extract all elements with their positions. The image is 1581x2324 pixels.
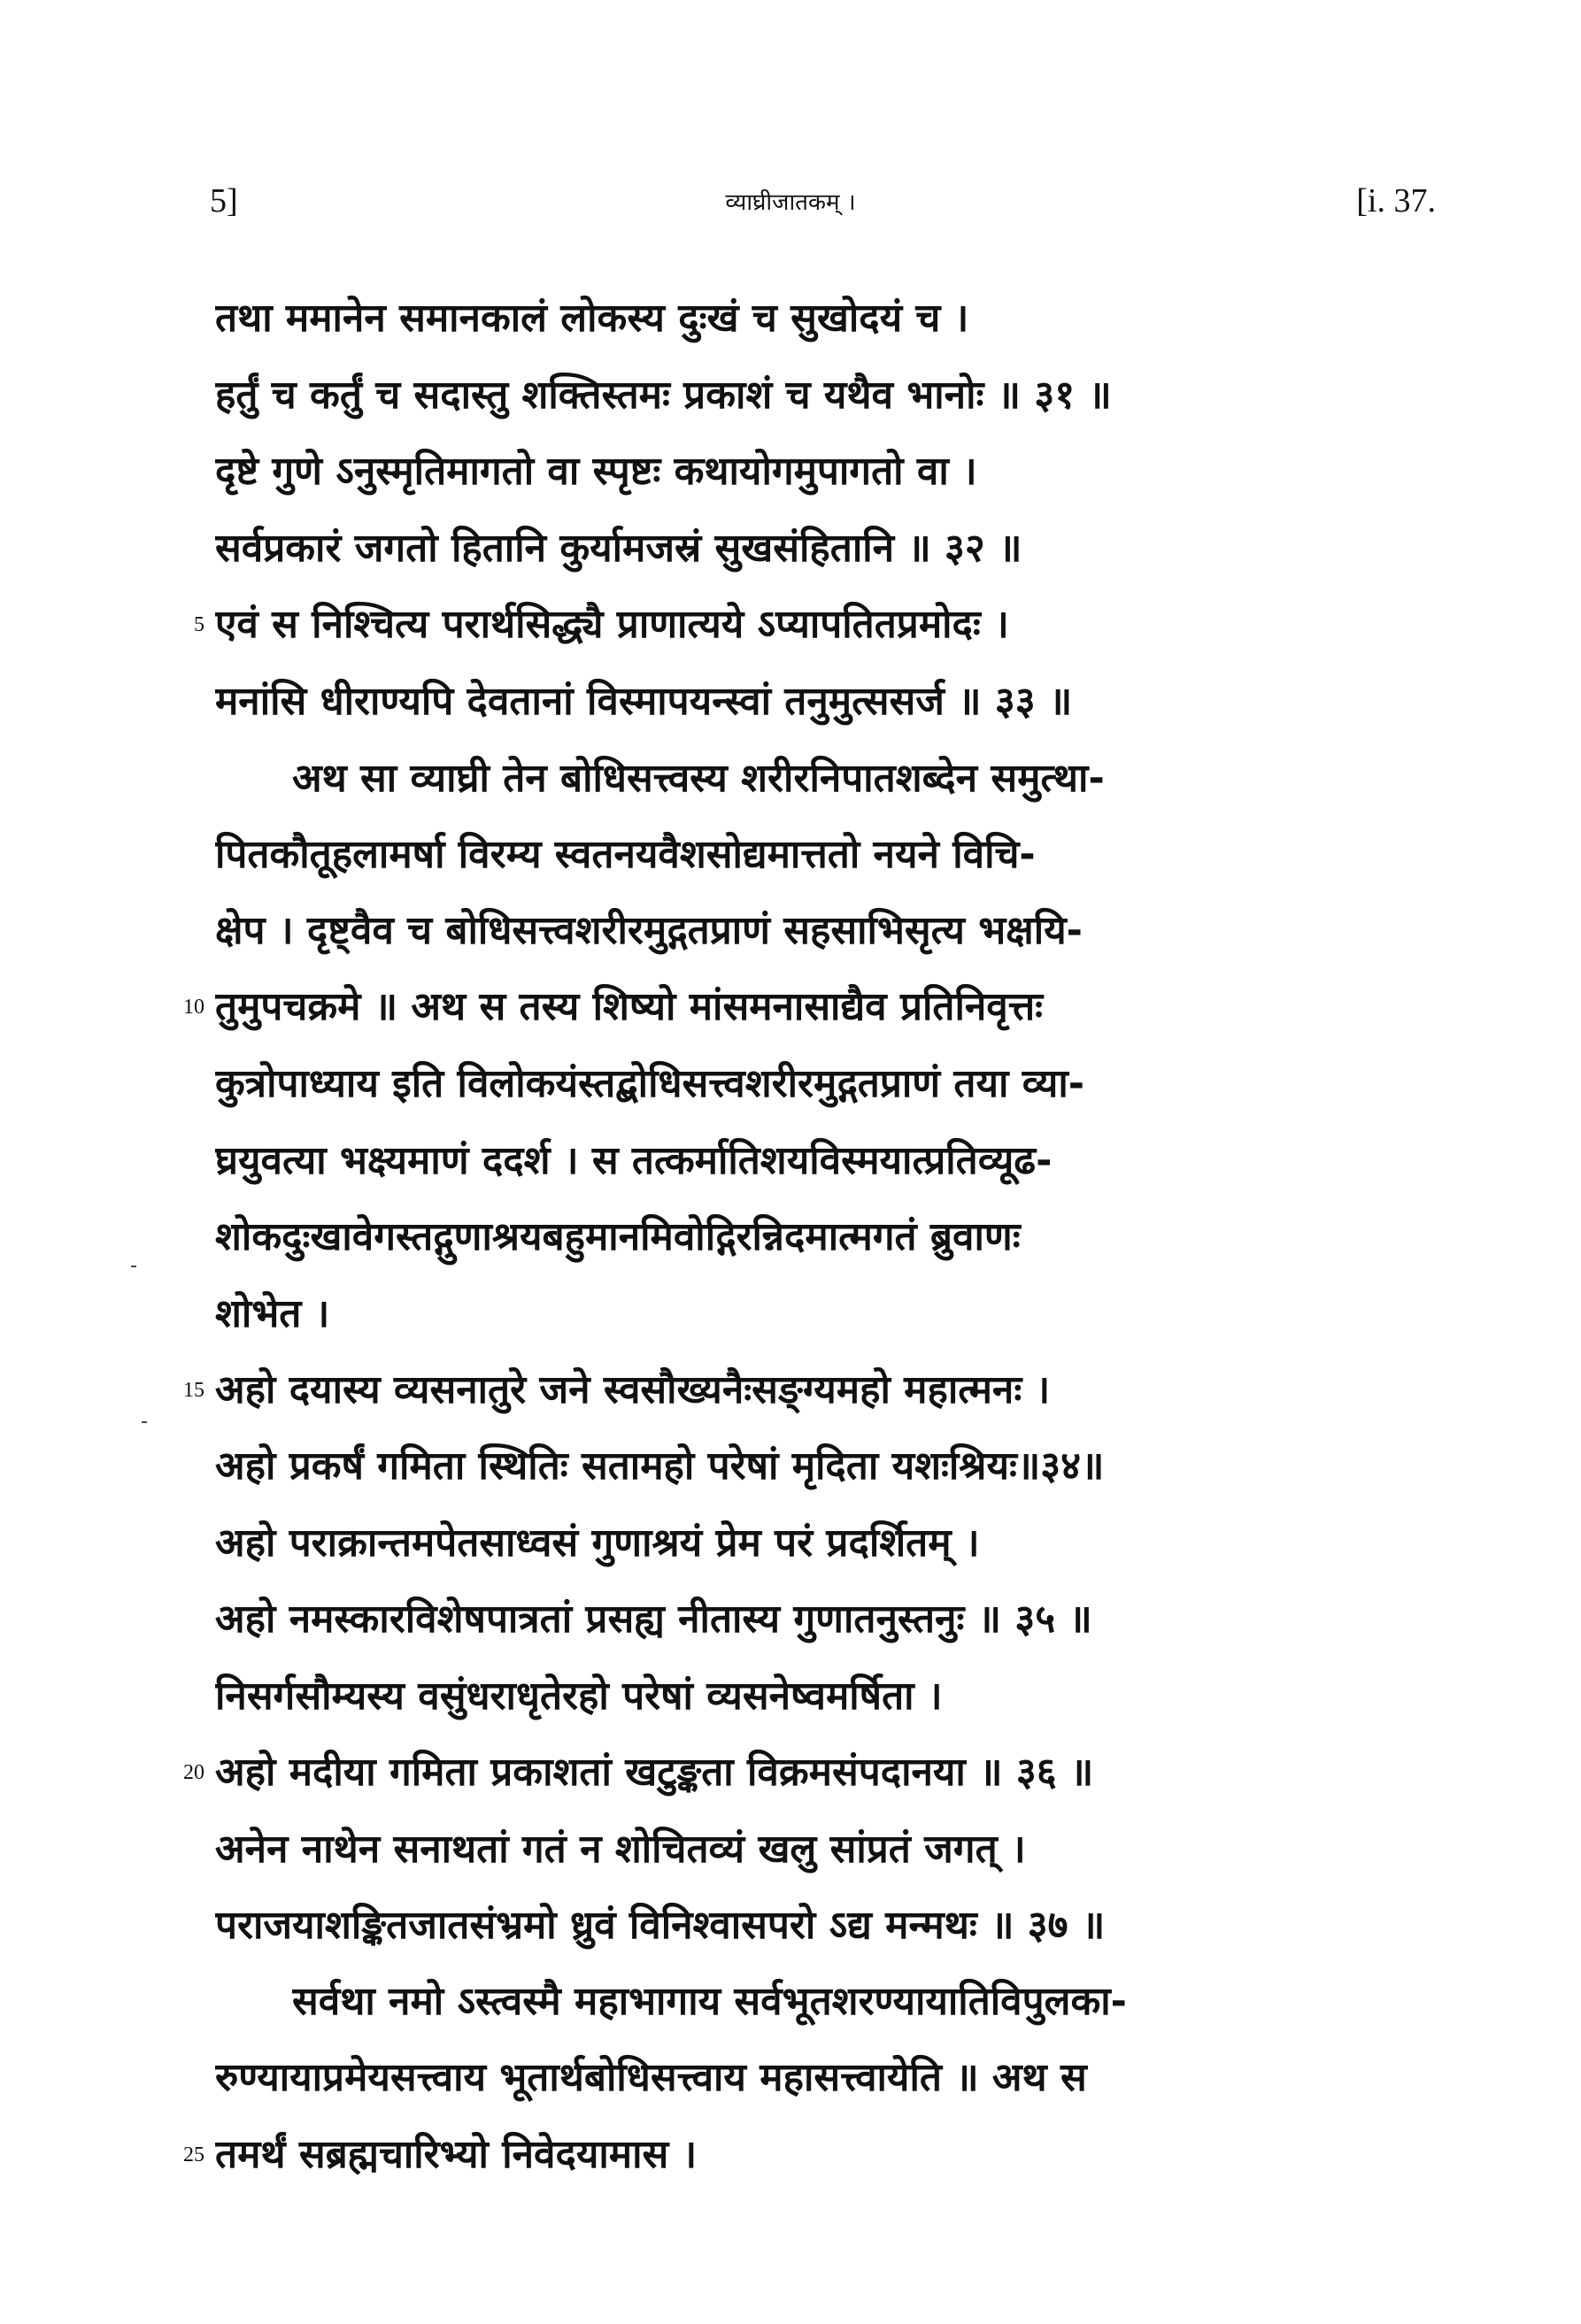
text-line: पराजयाशङ्कितजातसंभ्रमो ध्रुवं विनिश्वासपरो ऽद्य मन्मथः ॥ ३७ ॥ [215,1903,1106,1948]
text-line: मनांसि धीराण्यपि देवतानां विस्मापयन्स्वां तनुमुत्ससर्ज ॥ ३३ ॥ [215,679,1073,724]
text-line: तमर्थं सब्रह्मचारिभ्यो निवेदयामास । [215,2132,698,2177]
scan-speck [142,1421,147,1423]
text-line: घ्रयुवत्या भक्ष्यमाणं ददर्श । स तत्कर्मातिशयविस्मयात्प्रतिव्यूढ- [215,1138,1053,1183]
text-line: निसर्गसौम्यस्य वसुंधराधृतेरहो परेषां व्यसनेष्वमर्षिता । [215,1674,943,1719]
text-line: शोभेत । [215,1291,330,1336]
text-line: अहो दयास्य व्यसनातुरे जने स्वसौख्यनैःसङ्ग्यमहो महात्मनः । [215,1367,1051,1412]
text-line: अनेन नाथेन सनाथतां गतं न शोचितव्यं खलु सांप्रतं जगत् । [215,1827,1026,1872]
line-number: 25 [183,2143,204,2166]
line-number: 15 [183,1379,204,1402]
text-line: अहो पराक्रान्तमपेतसाध्वसं गुणाश्रयं प्रेम परं प्रदर्शितम् । [215,1520,980,1566]
text-line: हर्तुं च कर्तुं च सदास्तु शक्तिस्तमः प्रकाशं च यथैव भानोः ॥ ३१ ॥ [215,373,1112,418]
text-line: पितकौतूहलामर्षा विरम्य स्वतनयवैशसोद्यमात्ततो नयने विचि- [215,832,1036,877]
line-number: 5 [194,613,204,636]
text-line: अहो नमस्कारविशेषपात्रतां प्रसह्य नीतास्य गुणातनुस्तनुः ॥ ३५ ॥ [215,1597,1092,1642]
scan-speck [131,1266,136,1267]
running-header [0,181,1581,235]
text-line: एवं स निश्चित्य परार्थसिद्ध्यै प्राणात्यये ऽप्यापतितप्रमोदः । [215,602,1009,647]
line-number: 20 [183,1761,204,1784]
text-line: अथ सा व्याघ्री तेन बोधिसत्त्वस्य शरीरनिपातशब्देन समुत्था- [292,756,1105,801]
running-title: व्याघ्रीजातकम् । [725,189,856,216]
text-line: सर्वथा नमो ऽस्त्वस्मै महाभागाय सर्वभूतशरण्यायातिविपुलका- [292,1979,1127,2024]
text-line: कुत्रोपाध्याय इति विलोकयंस्तद्बोधिसत्त्वशरीरमुद्गतप्राणं तया व्या- [215,1061,1084,1106]
text-line: तुमुपचक्रमे ॥ अथ स तस्य शिष्यो मांसमनासाद्यैव प्रतिनिवृत्तः [215,984,1044,1029]
text-line: शोकदुःखावेगस्तद्गुणाश्रयबहुमानमिवोद्गिरन्निदमात्मगतं ब्रुवाणः [215,1214,1021,1259]
text-line: तथा ममानेन समानकालं लोकस्य दुःखं च सुखोदयं च । [215,296,969,341]
text-line: क्षेप । दृष्ट्वैव च बोधिसत्त्वशरीरमुद्गतप्राणं सहसाभिसृत्य भक्षयि- [215,908,1083,953]
text-line: रुण्यायाप्रमेयसत्त्वाय भूतार्थबोधिसत्त्वाय महासत्त्वायेति ॥ अथ स [215,2055,1087,2100]
line-number: 10 [183,996,204,1019]
page-number: 5] [210,182,238,219]
text-line: सर्वप्रकारं जगतो हितानि कुर्यामजस्रं सुखसंहितानि ॥ ३२ ॥ [215,526,1022,571]
text-line: अहो मदीया गमिता प्रकाशतां खटुङ्कता विक्रमसंपदानया ॥ ३६ ॥ [215,1750,1094,1795]
verse-reference: [i. 37. [1356,182,1436,219]
text-line: अहो प्रकर्षं गमिता स्थितिः सतामहो परेषां मृदिता यशःश्रियः॥३४॥ [215,1443,1105,1489]
text-line: दृष्टे गुणे ऽनुस्मृतिमागतो वा स्पृष्टः कथायोगमुपागतो वा । [215,449,977,494]
